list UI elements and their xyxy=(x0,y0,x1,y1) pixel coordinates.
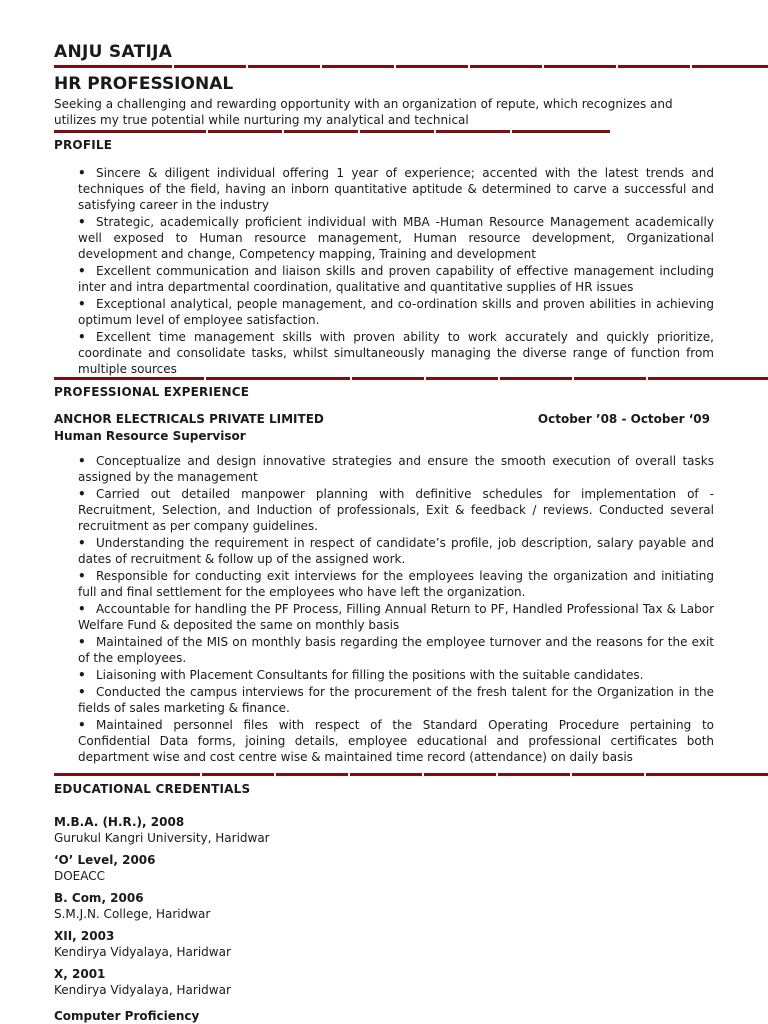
profile-rule xyxy=(54,377,768,380)
institution-name: Kendirya Vidyalaya, Haridwar xyxy=(54,983,231,997)
bullet-icon: • xyxy=(78,330,86,344)
list-item: • Liaisoning with Placement Consultants for filling the positions with the suitable candidates. xyxy=(78,668,644,682)
bullet-icon: • xyxy=(78,487,86,501)
bullet-icon: • xyxy=(78,718,86,732)
list-item xyxy=(54,852,714,884)
job-role: Human Resource Supervisor xyxy=(54,429,246,443)
bullet-icon: • xyxy=(78,668,86,682)
bullet-icon: • xyxy=(78,264,86,278)
list-item: • Responsible for conducting exit interviews for the employees leaving the organization and initiating full and final settlement for the employees who have left the organization. xyxy=(78,569,714,599)
degree-name: ‘O’ Level, 2006 xyxy=(54,853,156,867)
company-row xyxy=(54,412,714,426)
list-item: • Maintained of the MIS on monthly basis regarding the employee turnover and the reasons for the exit of the employees. xyxy=(78,635,714,665)
bullet-icon: • xyxy=(78,166,86,180)
degree-name: B. Com, 2006 xyxy=(54,891,144,905)
institution-name: Kendirya Vidyalaya, Haridwar xyxy=(54,945,231,959)
bullet-icon: • xyxy=(78,297,86,311)
institution-name: Gurukul Kangri University, Haridwar xyxy=(54,831,270,845)
education-list xyxy=(54,814,714,1004)
list-item: • Understanding the requirement in respect of candidate’s profile, job description, salary payable and dates of recruitment & follow up of the assigned work. xyxy=(78,536,714,566)
bullet-icon: • xyxy=(78,454,86,468)
candidate-title: HR PROFESSIONAL xyxy=(54,74,234,94)
header-rule xyxy=(54,65,768,68)
bullet-icon: • xyxy=(78,215,86,229)
objective-rule xyxy=(54,130,610,133)
candidate-name: ANJU SATIJA xyxy=(54,42,173,62)
list-item: • Excellent time management skills with proven ability to work accurately and quickly prioritize, coordinate and consolidate tasks, whilst simultaneously managing the diverse range of function from multiple sources xyxy=(78,330,714,376)
education-heading: EDUCATIONAL CREDENTIALS xyxy=(54,782,251,796)
experience-rule xyxy=(54,773,768,776)
list-item xyxy=(54,966,714,998)
institution-name: DOEACC xyxy=(54,869,106,883)
degree-name: XII, 2003 xyxy=(54,929,115,943)
computer-proficiency-heading: Computer Proficiency xyxy=(54,1009,200,1023)
list-item: • Maintained personnel files with respect of the Standard Operating Procedure pertaining to Confidential Data forms, joining details, employee educational and professional certificates both department wise and cost centre wise & maintained time record (attendance) on daily basis xyxy=(78,718,714,764)
list-item: • Exceptional analytical, people management, and co-ordination skills and proven abilities in achieving optimum level of employee satisfaction. xyxy=(78,297,714,327)
degree-name: M.B.A. (H.R.), 2008 xyxy=(54,815,185,829)
list-item: • Accountable for handling the PF Process, Filling Annual Return to PF, Handled Professional Tax & Labor Welfare Fund & deposited the same on monthly basis xyxy=(78,602,714,632)
bullet-icon: • xyxy=(78,569,86,583)
list-item xyxy=(54,928,714,960)
profile-heading: PROFILE xyxy=(54,138,113,152)
list-item: • Carried out detailed manpower planning with definitive schedules for implementation of - Recruitment, Selection, and Induction of professionals, Exit & feedback / reviews. Conducted several recruitment as per company guidelines. xyxy=(78,487,714,533)
bullet-icon: • xyxy=(78,536,86,550)
profile-list xyxy=(78,165,714,378)
company-name: ANCHOR ELECTRICALS PRIVATE LIMITED xyxy=(54,412,324,426)
list-item: • Sincere & diligent individual offering 1 year of experience; accented with the latest trends and techniques of the field, having an inborn quantitative aptitude & determined to carve a successful and satisfying career in the industry xyxy=(78,166,714,212)
experience-list xyxy=(78,453,714,766)
degree-name: X, 2001 xyxy=(54,967,106,981)
list-item xyxy=(54,814,714,846)
list-item: • Conducted the campus interviews for the procurement of the fresh talent for the Organization in the fields of sales marketing & finance. xyxy=(78,685,714,715)
list-item xyxy=(54,890,714,922)
experience-heading: PROFESSIONAL EXPERIENCE xyxy=(54,385,250,399)
list-item: • Conceptualize and design innovative strategies and ensure the smooth execution of overall tasks assigned by the management xyxy=(78,454,714,484)
objective-text: Seeking a challenging and rewarding opportunity with an organization of repute, which recognizes and utilizes my true potential while nurturing my analytical and technical xyxy=(54,97,673,127)
employment-dates: October ’08 - October ‘09 xyxy=(537,412,710,426)
bullet-icon: • xyxy=(78,602,86,616)
list-item: • Excellent communication and liaison skills and proven capability of effective management including inter and intra departmental coordination, qualitative and quantitative supplies of HR issues xyxy=(78,264,714,294)
list-item: • Strategic, academically proficient individual with MBA -Human Resource Management academically well exposed to Human resource management, Human resource development, Organizational development and change, Competency mapping, Training and development xyxy=(78,215,714,261)
institution-name: S.M.J.N. College, Haridwar xyxy=(54,907,211,921)
bullet-icon: • xyxy=(78,685,86,699)
bullet-icon: • xyxy=(78,635,86,649)
